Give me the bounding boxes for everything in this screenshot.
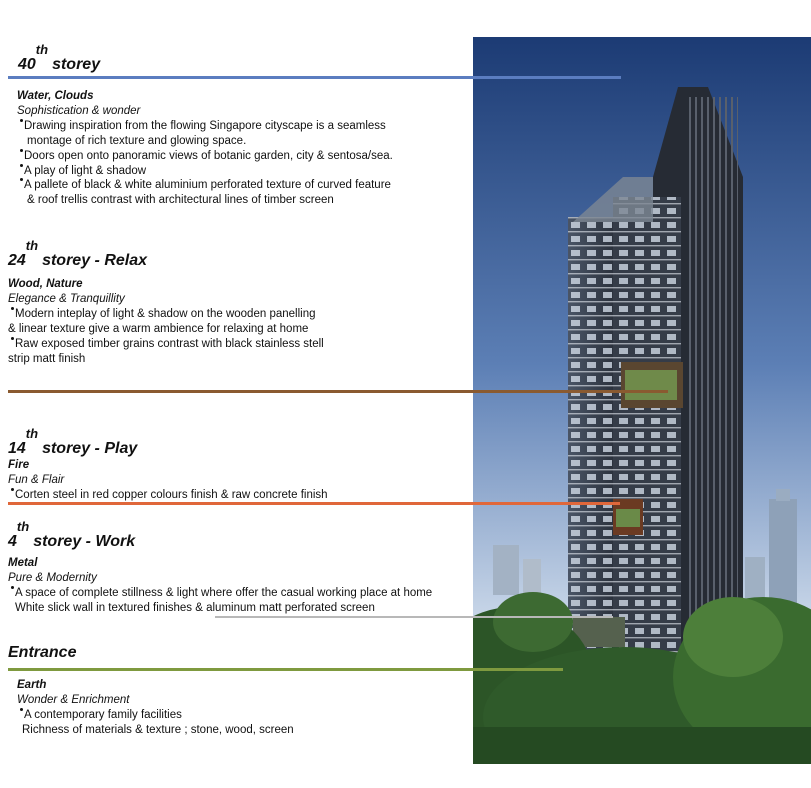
section-24-body <box>8 277 324 366</box>
section-title: Entrance <box>8 644 77 661</box>
section-title: storey <box>52 56 101 73</box>
section-14-body <box>8 458 328 503</box>
section-4-heading <box>8 519 136 551</box>
entrance-body <box>17 678 294 738</box>
storey-number: 24 <box>8 252 26 269</box>
section-14-heading <box>8 426 138 458</box>
section-4-rule <box>215 616 613 618</box>
list-item: & roof trellis contrast with architectural lines of timber screen <box>27 194 334 207</box>
section-4-body <box>8 556 432 616</box>
list-item: A pallete of black & white aluminium perforated texture of curved feature <box>24 179 391 192</box>
section-title: storey - Work <box>33 533 136 550</box>
section-40-body <box>17 89 393 208</box>
section-title: storey - Play <box>42 440 138 457</box>
list-item: Doors open onto panoramic views of botanic garden, city & sentosa/sea. <box>24 149 393 162</box>
element-label: Water, Clouds <box>17 90 94 102</box>
list-item: Raw exposed timber grains contrast with black stainless stell <box>15 337 324 350</box>
element-label: Earth <box>17 679 47 691</box>
storey-number: 4 <box>8 533 17 550</box>
storey-suffix: th <box>25 238 39 253</box>
tower-photo <box>473 37 811 764</box>
section-14-rule <box>8 502 620 505</box>
storey-number: 40 <box>18 56 36 73</box>
section-40-rule <box>8 76 621 79</box>
storey-suffix: th <box>25 426 39 441</box>
element-subtitle: Elegance & Tranquillity <box>8 292 125 305</box>
section-24-heading <box>8 238 148 270</box>
element-label: Wood, Nature <box>8 278 83 290</box>
element-subtitle: Sophistication & wonder <box>17 104 141 117</box>
entrance-heading <box>8 644 76 662</box>
list-item: strip matt finish <box>8 352 86 365</box>
list-item: A space of complete stillness & light where offer the casual working place at home <box>15 586 433 599</box>
list-item: Richness of materials & texture ; stone, wood, screen <box>22 723 294 736</box>
list-item: montage of rich texture and glowing space. <box>27 134 247 147</box>
storey-suffix: th <box>16 519 30 534</box>
list-item: & linear texture give a warm ambience for relaxing at home <box>8 322 309 335</box>
list-item: Drawing inspiration from the flowing Singapore cityscape is a seamless <box>24 119 393 134</box>
element-subtitle: Wonder & Enrichment <box>17 693 130 706</box>
element-subtitle: Fun & Flair <box>8 473 65 486</box>
element-label: Fire <box>8 459 30 471</box>
section-24-rule <box>8 390 668 393</box>
list-item: White slick wall in textured finishes & aluminum matt perforated screen <box>15 601 375 614</box>
section-40-heading <box>18 42 101 74</box>
list-item: A contemporary family facilities <box>24 708 294 723</box>
list-item: A play of light & shadow <box>24 164 393 179</box>
entrance-rule <box>8 668 563 671</box>
list-item: Modern inteplay of light & shadow on the wooden panelling <box>15 307 324 322</box>
list-item: Corten steel in red copper colours finish & raw concrete finish <box>15 488 328 501</box>
storey-number: 14 <box>8 440 26 457</box>
section-title: storey - Relax <box>42 252 148 269</box>
storey-suffix: th <box>35 42 49 57</box>
element-label: Metal <box>8 557 38 569</box>
element-subtitle: Pure & Modernity <box>8 571 97 584</box>
